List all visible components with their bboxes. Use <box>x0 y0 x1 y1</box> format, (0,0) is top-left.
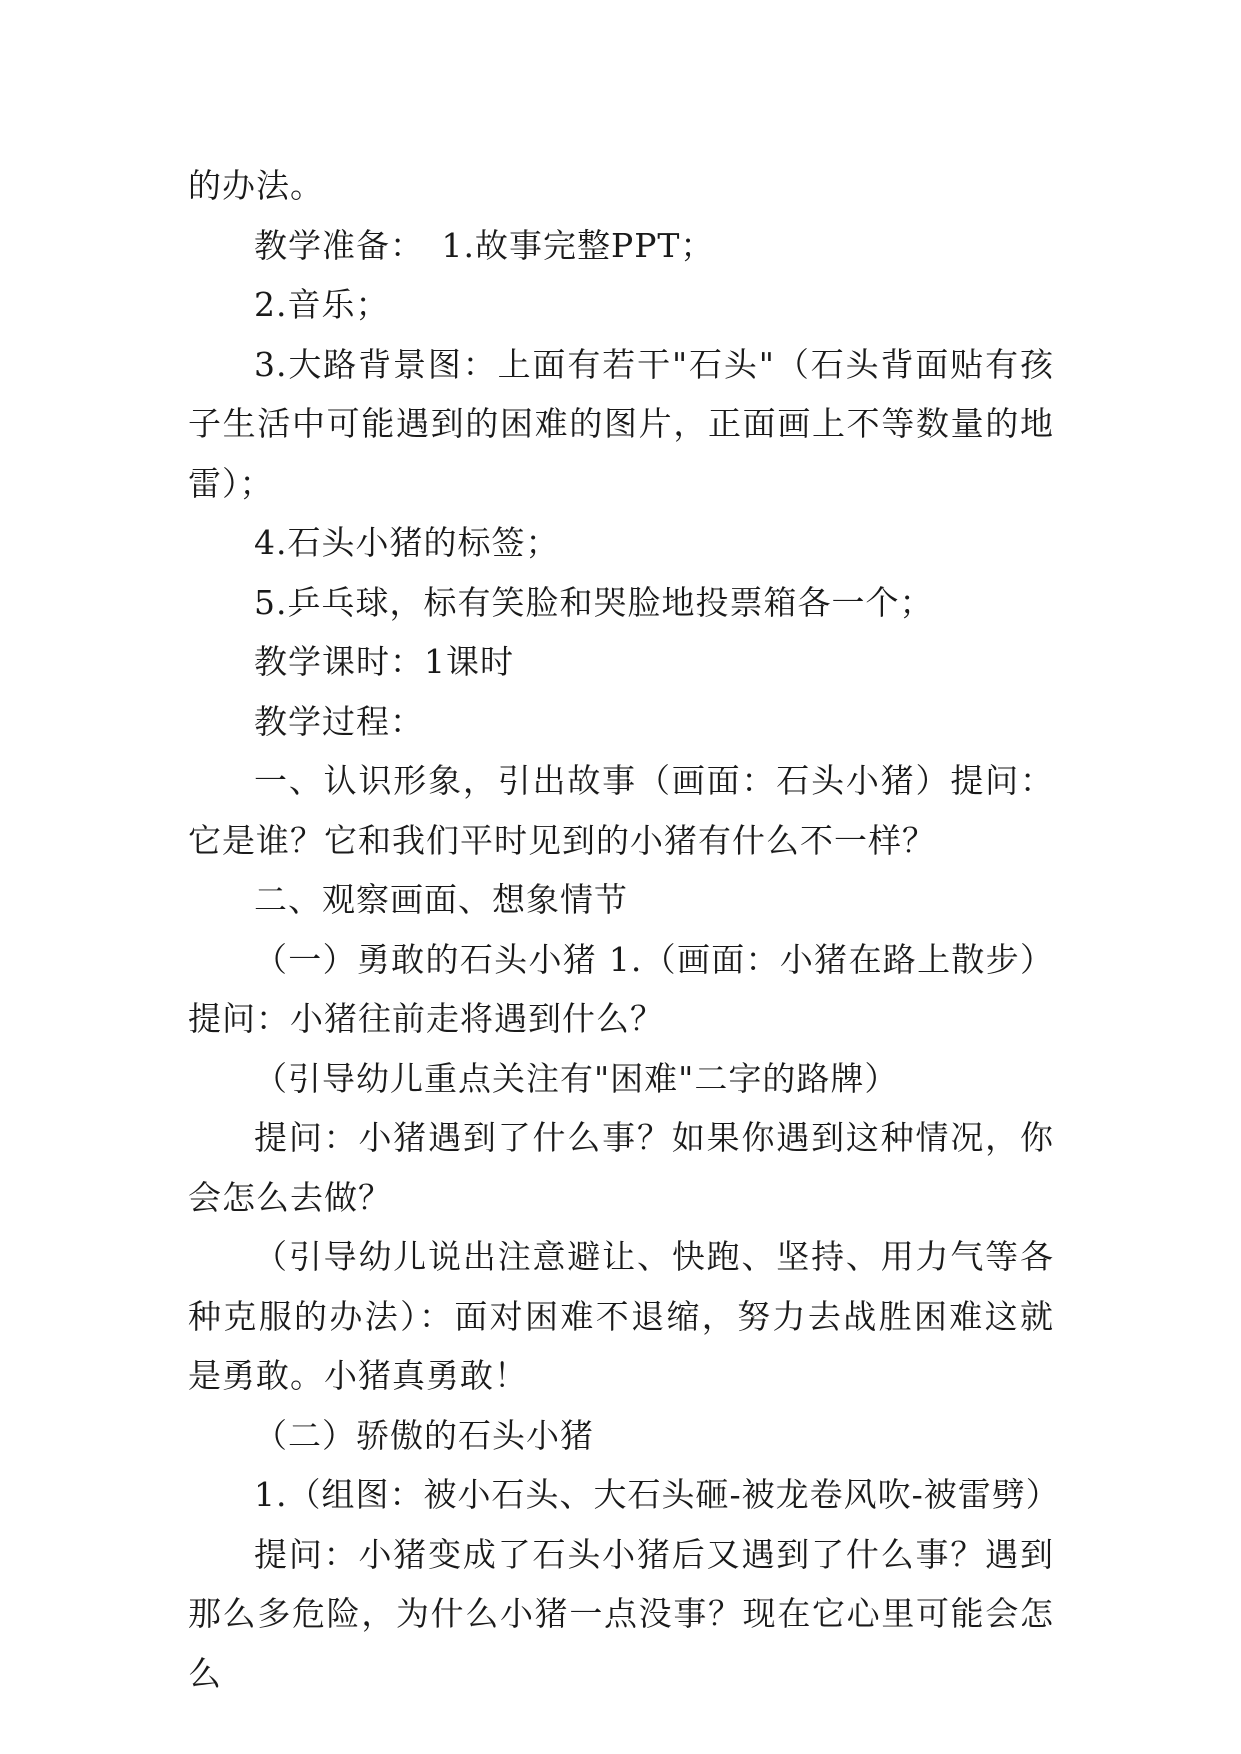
paragraph-music: 2.音乐； <box>254 285 390 324</box>
document-body <box>188 156 1060 1703</box>
paragraph-teaching-prep: 教学准备： 1.故事完整PPT； <box>254 225 715 265</box>
paragraph-section-one: 一、认识形象，引出故事（画面：石头小猪）提问：它是谁？它和我们平时见到的小猪有什么不一样？ <box>188 761 1054 860</box>
paragraph-question-stone-pig: 提问：小猪变成了石头小猪后又遇到了什么事？遇到那么多危险，为什么小猪一点没事？现在它心里可能会怎么 <box>188 1534 1054 1693</box>
paragraph-class-hours: 教学课时：1课时 <box>254 642 514 681</box>
paragraph-ping-pong: 5.乒乓球，标有笑脸和哭脸地投票箱各一个； <box>254 582 934 622</box>
paragraph-proud-pig: （二）骄傲的石头小猪 <box>254 1415 594 1455</box>
paragraph-group-images: 1.（组图：被小石头、大石头砸-被龙卷风吹-被雷劈） <box>254 1475 1060 1514</box>
paragraph-question-what-happened: 提问：小猪遇到了什么事？如果你遇到这种情况，你会怎么去做？ <box>188 1118 1054 1217</box>
paragraph-pig-label: 4.石头小猪的标签； <box>254 523 560 562</box>
paragraph-guide-signs: （引导幼儿重点关注有"困难"二字的路牌） <box>254 1058 899 1098</box>
paragraph-guide-methods: （引导幼儿说出注意避让、快跑、坚持、用力气等各种克服的办法）：面对困难不退缩，努力去战胜困难这就是勇敢。小猪真勇敢！ <box>188 1237 1054 1395</box>
paragraph-1: 的办法。 <box>188 166 324 205</box>
paragraph-brave-pig: （一）勇敢的石头小猪 1.（画面：小猪在路上散步）提问：小猪往前走将遇到什么？ <box>188 939 1054 1038</box>
paragraph-road-background: 3.大路背景图：上面有若干"石头"（石头背面贴有孩子生活中可能遇到的困难的图片，正面画上不等数量的地雷）； <box>188 344 1054 503</box>
paragraph-teaching-process: 教学过程： <box>254 701 424 741</box>
paragraph-section-two: 二、观察画面、想象情节 <box>254 880 628 919</box>
